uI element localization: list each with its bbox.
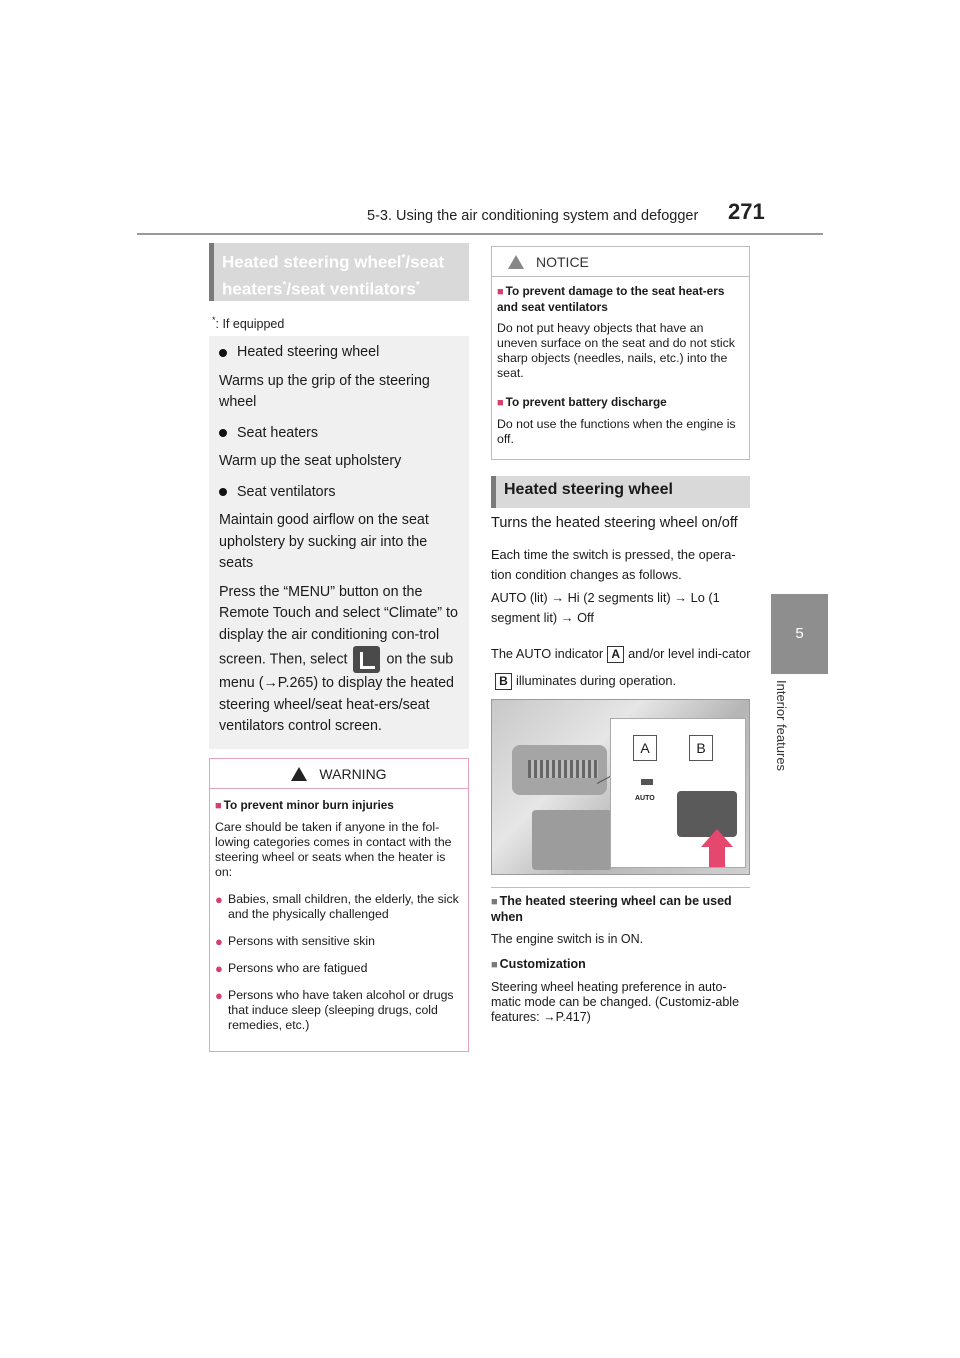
item-description: Warms up the grip of the steering wheel	[219, 372, 430, 410]
header-divider	[137, 233, 823, 235]
section-title: 5-3. Using the air conditioning system and defogger	[367, 208, 699, 224]
list-item: ● Persons who have taken alcohol or drugs that induce sleep (sleeping drugs, cold remedies, etc.)	[215, 988, 454, 1032]
figure-label-a: A	[633, 735, 657, 761]
feature-list	[209, 336, 469, 749]
warning-header: WARNING	[210, 759, 468, 789]
notice-heading: ■ To prevent damage to the seat heat-ers and seat ventilators	[497, 284, 725, 314]
bullet-icon	[219, 349, 227, 357]
list-item: ● Babies, small children, the elderly, the sick and the physically challenged	[215, 892, 459, 921]
warning-box	[209, 758, 469, 1052]
paragraph: Each time the switch is pressed, the opera-tion condition changes as follows.	[491, 547, 736, 582]
item-description: Warm up the seat upholstery	[219, 453, 402, 469]
bullet-icon	[219, 488, 227, 496]
label-b-tag: B	[495, 673, 512, 690]
notice-text: Do not put heavy objects that have an uneven surface on the seat and do not stick sharp objects (needles, nails, etc.) into the seat.	[497, 321, 735, 380]
vent-shape	[528, 760, 598, 778]
page-ref-link[interactable]: P.265	[277, 675, 314, 691]
notice-box	[491, 246, 750, 460]
list-item: Seat heaters	[219, 423, 459, 445]
notice-triangle-icon	[508, 255, 524, 269]
note-heading: ■ Customization	[491, 957, 586, 971]
bullet-icon	[219, 429, 227, 437]
arrow-stem	[709, 845, 725, 867]
list-item: ● Persons with sensitive skin	[215, 934, 375, 949]
page-ref-link[interactable]: P.417)	[555, 1010, 591, 1024]
label-a-tag: A	[607, 646, 624, 663]
mode-sequence: AUTO (lit) → Hi (2 segments lit) → Lo (1 segment lit) → Off	[491, 590, 720, 625]
item-description: Maintain good airflow on the seat upholstery by sucking air into the seats	[219, 512, 429, 571]
switch-inset	[610, 718, 746, 868]
auto-text: AUTO	[635, 795, 655, 802]
notice-header: NOTICE	[492, 247, 749, 277]
chapter-label: Interior features	[774, 680, 789, 772]
lead-text: Turns the heated steering wheel on/off	[491, 515, 738, 531]
dashboard-figure	[491, 699, 750, 875]
note-text: The engine switch is in ON.	[491, 932, 644, 946]
chapter-tab[interactable]: 5	[771, 594, 828, 674]
paragraph: The AUTO indicator A and/or level indi-catorB illuminates during operation.	[491, 646, 751, 689]
console-shape	[532, 810, 612, 870]
section-heading-heaters: Heated steering wheel*/seat heaters*/seat ventilators*	[209, 243, 469, 301]
warning-triangle-icon	[291, 767, 307, 781]
notice-heading: ■ To prevent battery discharge	[497, 395, 667, 409]
warning-intro: Care should be taken if anyone in the fol-lowing categories comes in contact with the steering wheel or seats when the heater is on:	[215, 820, 452, 879]
seat-icon	[353, 646, 380, 673]
section-heading-steering: Heated steering wheel	[491, 476, 750, 508]
list-item: ● Persons who are fatigued	[215, 961, 368, 976]
footnote: *: If equipped	[212, 315, 285, 332]
instructions: Press the “MENU” button on the Remote Touch and select “Climate” to display the air conditioning con-trol screen. Then, select on the sub menu (→P.265) to display the heated steering wheel/seat heat-ers/seat ventilators control screen.	[219, 583, 458, 734]
list-item: Heated steering wheel	[219, 342, 459, 364]
note-heading: ■ The heated steering wheel can be used when	[491, 894, 732, 924]
page-number: 271	[728, 199, 765, 224]
warning-heading: ■ To prevent minor burn injuries	[215, 798, 394, 812]
auto-indicator	[641, 779, 653, 785]
notice-text: Do not use the functions when the engine is off.	[497, 417, 736, 446]
note-text: Steering wheel heating preference in auto-matic mode can be changed. (Customiz-able features: →P.417)	[491, 980, 740, 1024]
divider	[491, 887, 750, 888]
figure-label-b: B	[689, 735, 713, 761]
list-item: Seat ventilators	[219, 482, 459, 504]
